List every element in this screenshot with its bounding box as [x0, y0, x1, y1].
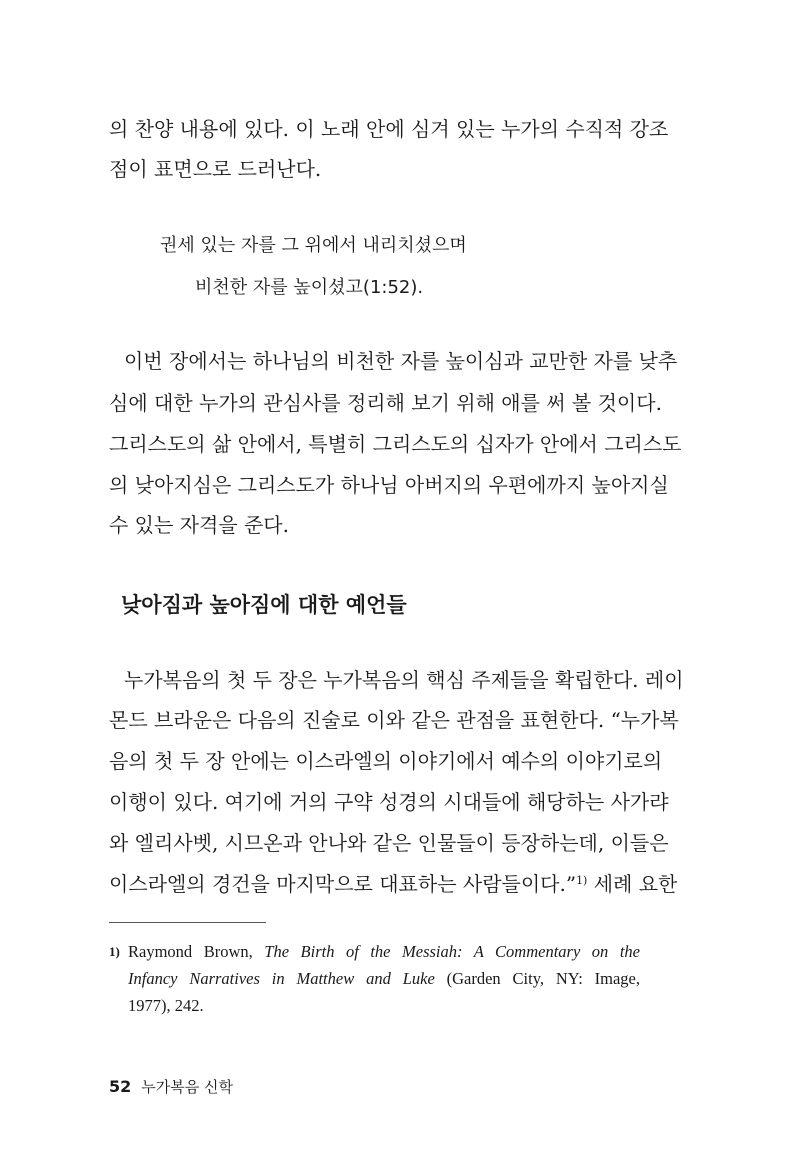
- footnote-continued: [109, 965, 640, 992]
- paragraph-line: [109, 871, 678, 897]
- paragraph-line: 이번 장에서는 하나님의 비천한 자를 높이심과 교만한 자를 낮추: [124, 349, 678, 373]
- paragraph-text: 이스라엘의 경건을 마지막으로 대표하는 사람들이다.”: [109, 872, 577, 896]
- paragraph-text: 세례 요한: [587, 872, 678, 896]
- footnote-author: Raymond Brown,: [128, 942, 265, 961]
- paragraph-line: 심에 대한 누가의 관심사를 정리해 보기 위해 애를 써 볼 것이다.: [109, 391, 662, 415]
- paragraph-line: 음의 첫 두 장 안에는 이스라엘의 이야기에서 예수의 이야기로의: [109, 749, 663, 773]
- footnote-number: 1): [109, 944, 120, 959]
- quote-line: 권세 있는 자를 그 위에서 내리치셨으며: [160, 235, 467, 256]
- quote-line: 비천한 자를 높이셨고(1:52).: [195, 277, 424, 298]
- footnote-reference: 1): [576, 874, 588, 887]
- section-heading: 낮아짐과 높아짐에 대한 예언들: [121, 593, 407, 617]
- footnote-title: The Birth of the Messiah: A Commentary on the: [264, 942, 640, 961]
- footnote: [109, 938, 640, 965]
- paragraph-line: 점이 표면으로 드러난다.: [109, 157, 322, 181]
- footnote-title: Infancy Narratives in Matthew and Luke: [128, 969, 435, 988]
- page-footer: [109, 1076, 233, 1097]
- paragraph-line: 이행이 있다. 여기에 거의 구약 성경의 시대들에 해당하는 사가랴: [109, 790, 669, 814]
- paragraph-line: 와 엘리사벳, 시므온과 안나와 같은 인물들이 등장하는데, 이들은: [109, 831, 669, 855]
- footnote-line: [128, 965, 640, 992]
- running-title: 누가복음 신학: [141, 1078, 233, 1096]
- footnote-divider: [109, 922, 266, 923]
- footnote-continued: [109, 992, 640, 1019]
- footnote-publisher: (Garden City, NY: Image,: [434, 969, 640, 988]
- paragraph-line: 의 낮아지심은 그리스도가 하나님 아버지의 우편에까지 높아지실: [109, 473, 669, 497]
- footnote-line: [128, 938, 640, 965]
- page-number: 52: [109, 1077, 132, 1096]
- footnote-line: 1977), 242.: [128, 996, 204, 1015]
- paragraph-line: 의 찬양 내용에 있다. 이 노래 안에 심겨 있는 누가의 수직적 강조: [109, 117, 669, 141]
- paragraph-line: 수 있는 자격을 준다.: [109, 513, 289, 537]
- paragraph-line: 몬드 브라운은 다음의 진술로 이와 같은 관점을 표현한다. “누가복: [109, 708, 679, 732]
- paragraph-line: 그리스도의 삶 안에서, 특별히 그리스도의 십자가 안에서 그리스도: [109, 432, 682, 456]
- paragraph-line: 누가복음의 첫 두 장은 누가복음의 핵심 주제들을 확립한다. 레이: [124, 668, 684, 692]
